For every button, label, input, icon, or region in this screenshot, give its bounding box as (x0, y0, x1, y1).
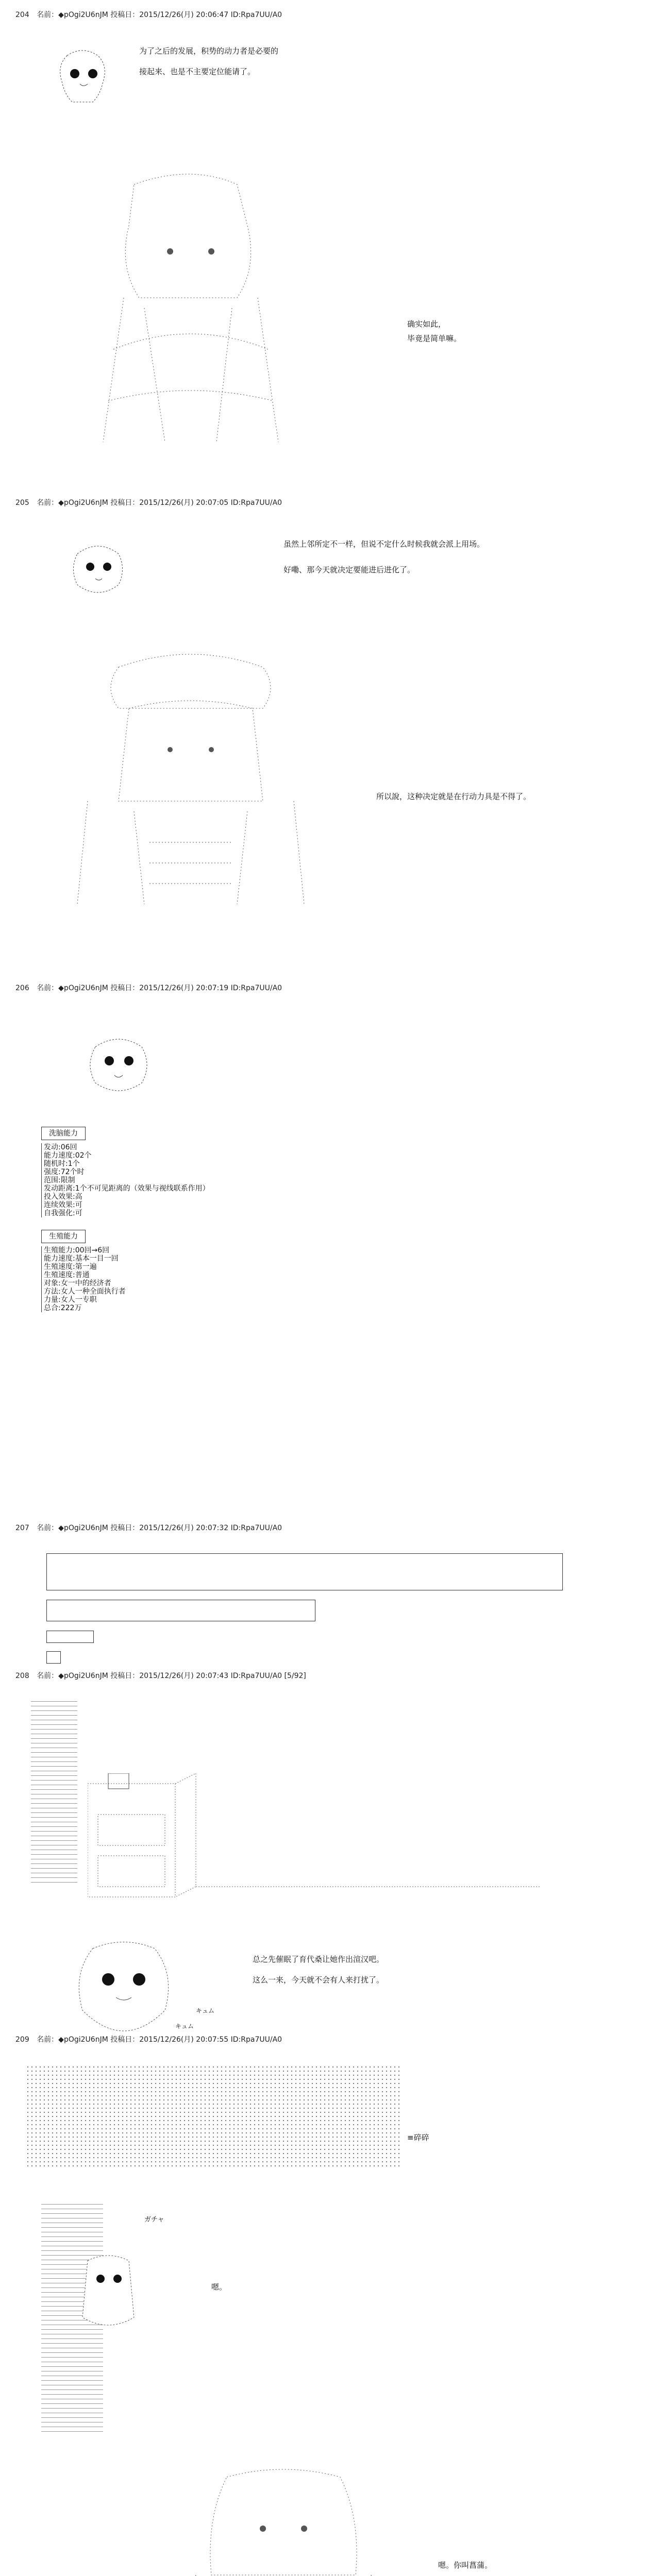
ascii-art-character (62, 164, 320, 452)
stat-item: 力量:女人一专职 (44, 1296, 97, 1304)
post-name[interactable]: 名前：◆pOgi2U6nJM (37, 1672, 108, 1680)
post-header (15, 1522, 282, 1533)
stats-list (41, 1246, 126, 1312)
post-date: 投稿日：2015/12/26(月) 20:07:55 ID:Rpa7UU/A0 (110, 2036, 282, 2044)
empty-box (46, 1631, 94, 1643)
empty-box (46, 1553, 563, 1590)
dialogue-line: 嗯。你叫菖蒲。 (438, 2561, 493, 2570)
stat-item: 强度:72个时 (44, 1168, 85, 1176)
ascii-art-cabinet (88, 1773, 551, 1907)
stats-title: 生殖能力 (41, 1230, 86, 1243)
dialogue-line: 嗯。 (211, 2282, 227, 2292)
post-name[interactable]: 名前：◆pOgi2U6nJM (37, 499, 108, 507)
post-name[interactable]: 名前：◆pOgi2U6nJM (37, 11, 108, 19)
dialogue-line: 接起来、也是不主要定位能请了。 (139, 67, 256, 76)
post-date: 投稿日：2015/12/26(月) 20:07:32 ID:Rpa7UU/A0 (110, 1524, 282, 1532)
post-date: 投稿日：2015/12/26(月) 20:07:05 ID:Rpa7UU/A0 (110, 499, 282, 507)
ascii-art-character (139, 2462, 428, 2576)
stat-item: 投入效果:高 (44, 1193, 82, 1201)
stat-item: 连续效果:可 (44, 1201, 82, 1209)
ascii-art-pattern (26, 2065, 402, 2168)
stat-item: 总合:222万 (44, 1304, 82, 1312)
stat-item: 能力速度:基本一目一回 (44, 1255, 119, 1263)
ascii-art-face (77, 2250, 139, 2333)
ascii-art-wall (31, 1701, 77, 1887)
post-209 (15, 2034, 637, 2576)
post-date: 投稿日：2015/12/26(月) 20:07:19 ID:Rpa7UU/A0 (110, 984, 282, 992)
sound-effect: ≡碎碎 (407, 2133, 429, 2142)
dialogue-line: 虽然上邻所定不一样，但说不定什么时候我就会派上用场。 (283, 539, 485, 549)
stat-item: 生殖能力:00回→6回 (44, 1246, 110, 1255)
post-number: 207 (15, 1524, 29, 1532)
stat-item: 随机时:1个 (44, 1160, 80, 1168)
post-name[interactable]: 名前：◆pOgi2U6nJM (37, 2036, 108, 2044)
sound-effect: キュム (196, 2007, 215, 2014)
empty-box (46, 1651, 61, 1664)
post-205 (15, 497, 637, 1012)
stat-item: 能力速度:02个 (44, 1151, 92, 1160)
post-header (15, 9, 282, 20)
stat-item: 自我强化:可 (44, 1209, 82, 1217)
post-date: 投稿日：2015/12/26(月) 20:06:47 ID:Rpa7UU/A0 (110, 11, 282, 19)
post-header (15, 982, 282, 993)
sound-effect: キュム (175, 2023, 194, 2030)
ascii-art-face (52, 45, 113, 112)
dialogue-line: 这么一来，今天就不会有人来打扰了。 (253, 1975, 384, 1985)
thread-page (15, 0, 637, 2576)
stats-title: 洗脑能力 (41, 1127, 86, 1140)
dialogue-line: 总之先催眠了育代桑让她作出渲汉吧。 (253, 1955, 384, 1964)
ascii-art-character (57, 647, 325, 914)
stats-panel-1 (41, 1127, 210, 1217)
dialogue-line: 为了之后的发展，积势的动力者是必要的 (139, 46, 279, 56)
post-name[interactable]: 名前：◆pOgi2U6nJM (37, 984, 108, 992)
post-number: 205 (15, 499, 29, 507)
post-number: 209 (15, 2036, 29, 2044)
ascii-art-face (82, 1029, 155, 1101)
post-header (15, 497, 282, 507)
dialogue-line: 毕竟是简单嘛。 (407, 334, 462, 343)
post-207 (15, 1522, 637, 1667)
post-number: 204 (15, 11, 29, 19)
post-date: 投稿日：2015/12/26(月) 20:07:43 ID:Rpa7UU/A0 [5/92] (110, 1672, 306, 1680)
post-header (15, 1670, 306, 1681)
post-name[interactable]: 名前：◆pOgi2U6nJM (37, 1524, 108, 1532)
dialogue-line: 好嘞、那今天就决定要能进后进化了。 (283, 565, 415, 574)
dialogue-line: 所以說，这种决定就是在行动力具是不得了。 (376, 792, 531, 801)
stat-item: 生殖速度:普通 (44, 1271, 90, 1279)
empty-box (46, 1600, 315, 1621)
dialogue-line: 确实如此， (407, 319, 446, 329)
stat-item: 发动距离:1个不可见距离的（效果与视线联系作用） (44, 1184, 210, 1193)
post-206 (15, 982, 637, 1312)
post-number: 208 (15, 1672, 29, 1680)
stat-item: 对象:女一中的经济者 (44, 1279, 111, 1287)
sound-effect: ガチャ (144, 2216, 164, 2224)
stat-item: 方法:女人一种全面执行者 (44, 1287, 126, 1296)
stat-item: 生殖速度:第一遍 (44, 1263, 97, 1271)
post-204 (15, 9, 637, 504)
stats-panel-2 (41, 1230, 126, 1312)
ascii-art-face (67, 538, 129, 600)
stat-item: 发动:06回 (44, 1143, 77, 1151)
stats-list (41, 1143, 210, 1217)
stat-item: 范围:限制 (44, 1176, 75, 1184)
post-number: 206 (15, 984, 29, 992)
post-header (15, 2034, 282, 2044)
post-208 (15, 1670, 637, 2031)
